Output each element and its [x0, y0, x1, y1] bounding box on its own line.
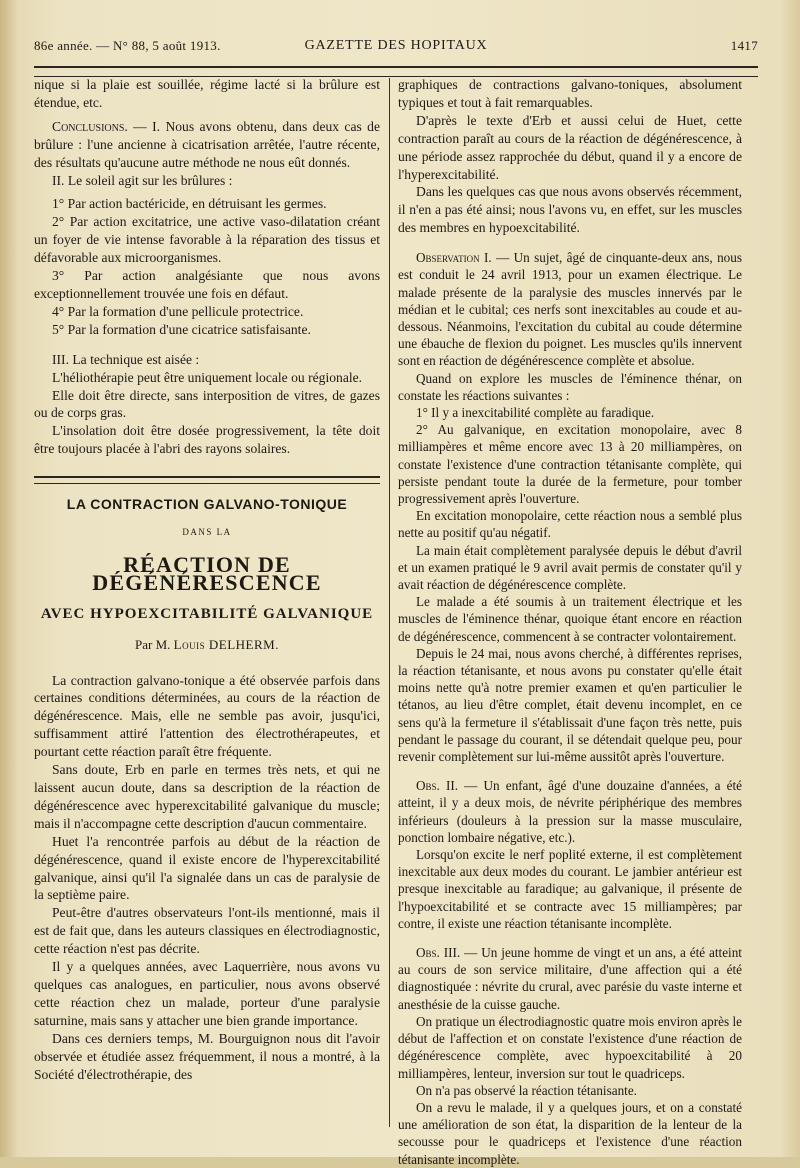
paragraph: III. La technique est aisée : [52, 351, 200, 367]
list-item: 5° Par la formation d'une cicatrice satisfaisante. [52, 321, 311, 337]
conclusions-label: Conclusions. [52, 118, 128, 134]
column-separator [389, 78, 390, 1127]
paragraph: Peut-être d'autres observateurs l'ont-ils mentionné, mais il est de fait que, dans les auteurs classiques en électrodiagnostic, cette réaction n'est pas décrite. [34, 905, 380, 957]
paragraph: D'après le texte d'Erb et aussi celui de Huet, cette contraction paraît au cours de la réaction de dégénérescence, à une période assez rapprochée du début, quand il y a encore de l'hyperexcitabilité. [398, 112, 742, 182]
observation-label: Observation I. [416, 250, 492, 266]
paragraph: Dans les quelques cas que nous avons observés récemment, il n'en a pas été ainsi; nous l'avons vu, en effet, sur les muscles des membres en hypoexcitabilité. [398, 184, 742, 236]
conclusions-paragraph [34, 118, 380, 172]
list-item: 1° Par action bactéricide, en détruisant les germes. [52, 196, 327, 212]
paragraph: II. Le soleil agit sur les brûlures : [52, 172, 233, 188]
paragraph: Lorsqu'on excite le nerf poplité externe, il est complètement inexcitable aux deux modes du courant. Le jambier antérieur est presque inexcitable au faradique; au galvanique, il présente de l'hypoexcitabilité et se contracte avec 15 milliampères; par contre, il existe une réaction tétanisante incomplète. [398, 847, 742, 931]
paragraph: La contraction galvano-tonique a été observée parfois dans certaines conditions déterminées, au cours de la réaction de dégénérescence. Mais, elle ne semble pas avoir, jusqu'ici, suffisamment attiré l'attention des électrothérapeutes, et pourtant cette réaction paraît être fréquente. [34, 672, 380, 760]
issue-info: 86e année. — N° 88, 5 août 1913. [34, 38, 221, 53]
paragraph: Huet l'a rencontrée parfois au début de la réaction de dégénérescence, quand il existe encore de l'hyperexcitabilité galvanique, ainsi qu'il l'a signalée dans un cas de paralysie de la septième paire. [34, 833, 380, 903]
list-item: 3° Par action analgésiante que nous avons exceptionnellement trouvée une fois en défaut. [34, 268, 380, 301]
observation-text: — Un sujet, âgé de cinquante-deux ans, nous est conduit le 24 avril 1913, pour un examen électrique. Le malade présente de la paralysie des muscles innervés par le médian et le cubital; ces nerfs sont inexcitables au coude et au-dessous. Néanmoins, l'excitation du cubital au coude détermine une ébauche de flexion du poignet. Les muscles qu'ils innervent sont en réaction de dégénérescence complète et absolue. [398, 250, 742, 369]
paragraph: 1° Il y a inexcitabilité complète au faradique. [416, 404, 655, 420]
paragraph: Elle doit être directe, sans interposition de vitres, de gazes ou de corps gras. [34, 387, 380, 421]
left-column [34, 76, 380, 1083]
observation-text: — Un enfant, âgé d'une douzaine d'années, a été atteint, il y a deux mois, de névrite périphérique des membres inférieurs (douleurs à la pression sur la masse musculaire, ponction lombaire négative, etc.). [398, 778, 742, 845]
conclusions-text: — I. Nous avons obtenu, dans deux cas de brûlure : l'une ancienne à cicatrisation arrêtée, l'autre récente, des résultats qu'aucune autre méthode ne nous eût donnés. [34, 118, 380, 170]
paragraph: On pratique un électrodiagnostic quatre mois environ après le début de l'affection et on constate l'existence d'une réaction de dégénérescence complète, avec hypoexcitabilité à 20 milliampères, lenteur, inversion sur tout le quadriceps. [398, 1013, 742, 1081]
article-title-connector: DANS LA [182, 527, 232, 538]
page-header [34, 38, 758, 58]
list-item: 4° Par la formation d'une pellicule protectrice. [52, 303, 304, 319]
observation-paragraph [398, 777, 742, 846]
observation-label: Obs. III. [416, 945, 461, 961]
article-title-main: RÉACTION DE DÉGÉNÉRESCENCE [92, 551, 322, 595]
observation-paragraph [398, 249, 742, 369]
article-subtitle: AVEC HYPOEXCITABILITÉ GALVANIQUE [40, 605, 374, 622]
paragraph: En excitation monopolaire, cette réaction nous a semblé plus nette au positif qu'au négatif. [398, 508, 742, 541]
paragraph: graphiques de contractions galvano-toniques, absolument typiques et tout à fait remarquables. [398, 77, 742, 110]
section-rule [34, 476, 380, 484]
paragraph: On n'a pas observé la réaction tétanisante. [416, 1082, 637, 1098]
paragraph: Quand on explore les muscles de l'éminence thénar, on constate les réactions suivantes : [398, 370, 742, 403]
article-title: LA CONTRACTION GALVANO-TONIQUE [66, 496, 348, 513]
right-column [398, 76, 742, 1168]
paragraph: Sans doute, Erb en parle en termes très nets, et qui ne laissent aucun doute, dans sa description de la réaction de dégénérescence avec hyperexcitabilité galvanique du muscle; mais il n'accompagne cette description d'aucun commentaire. [34, 762, 380, 831]
paragraph: Dans ces derniers temps, M. Bourguignon nous dit l'avoir observée et étudiée assez fréquemment, il nous a montré, à la Société d'électrothérapie, des [34, 1030, 380, 1082]
byline-prefix: Par M. [135, 636, 171, 652]
observation-text: — Un jeune homme de vingt et un ans, a été atteint au cours de son service militaire, d'une affection qui a été diagnostiquée : névrite du crural, avec parésie du vaste interne et anesthésie de la cuisse gauche. [398, 945, 742, 1012]
byline [34, 636, 380, 654]
paragraph: 2° Au galvanique, en excitation monopolaire, avec 8 milliampères et même encore avec 13 à 20 milliampères, on constate l'existence d'une contraction tétanisante complète, qui persiste pendant toute la durée de la fermeture, pour tomber progressivement après l'ouverture. [398, 422, 742, 506]
author-name: Louis DELHERM. [173, 636, 279, 652]
observation-paragraph [398, 944, 742, 1013]
list-item: 2° Par action excitatrice, une active vaso-dilatation créant un foyer de vie intense favorable à la réparation des tissus et défavorable aux microorganismes. [34, 214, 380, 266]
paragraph: On a revu le malade, il y a quelques jours, et on a constaté une amélioration de son état, la disparition de la lenteur de la secousse pour le quadriceps et l'existence d'une réaction tétanisante incomplète. [398, 1099, 742, 1167]
paragraph: Le malade a été soumis à un traitement électrique et les muscles de l'éminence thénar, quoique étant encore en réaction de dégénérescence, commencent à se contracter volontairement. [398, 594, 742, 644]
paragraph: Depuis le 24 mai, nous avons cherché, à différentes reprises, la réaction tétanisante, et nous avons pu constater qu'elle était moins nette qu'à notre premier examen et qu'en particulier le tétanos, au lieu d'être complet, était devenu incomplet, en ce sens qu'à la fermeture il s'établissait d'une façon très nette, puis pendant le passage du courant, il se détendait quelque peu, pour revenir complètement sur lui-même aussitôt après l'ouverture. [398, 645, 742, 765]
journal-title: GAZETTE DES HOPITAUX [304, 38, 488, 53]
page-number: 1417 [730, 38, 758, 53]
paragraph: L'héliothérapie peut être uniquement locale ou régionale. [52, 369, 363, 385]
paragraph: Il y a quelques années, avec Laquerrière, nous avons vu quelques cas analogues, en particulier, nous avons observé cette réaction chez un malade, porteur d'une paralysie saturnine, mais sans y attacher une bien grande importance. [34, 959, 380, 1028]
paragraph: nique si la plaie est souillée, régime lacté si la brûlure est étendue, etc. [34, 77, 380, 110]
paragraph: La main était complètement paralysée depuis le début d'avril et un examen pratiqué le 9 avril avait permis de constater qu'il y avait réaction de dégénérescence complète. [398, 542, 742, 593]
observation-label: Obs. II. [416, 778, 459, 794]
paragraph: L'insolation doit être dosée progressivement, la tête doit être toujours placée à l'abri des rayons solaires. [34, 423, 380, 457]
